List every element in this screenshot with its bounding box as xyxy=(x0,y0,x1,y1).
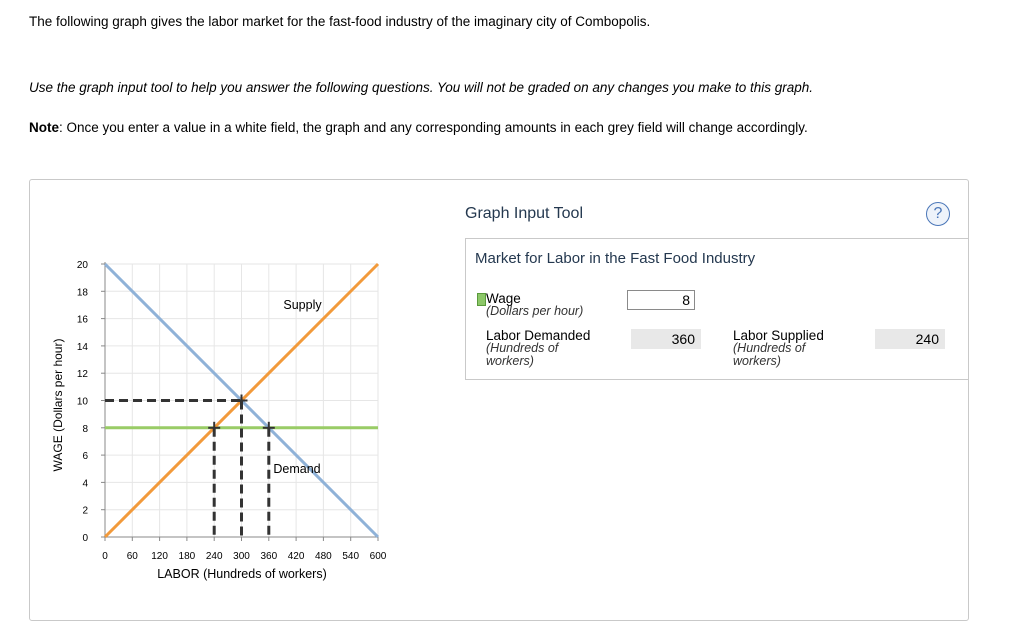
y-tick-label: 2 xyxy=(82,505,88,517)
y-tick-label: 16 xyxy=(76,314,88,326)
wage-unit: (Dollars per hour) xyxy=(486,304,584,318)
x-tick-label: 240 xyxy=(205,551,223,562)
y-tick-label: 10 xyxy=(76,396,88,408)
labor-supplied-value: 240 xyxy=(875,329,945,349)
y-tick-label: 12 xyxy=(76,369,88,381)
wage-swatch-icon xyxy=(477,293,486,306)
labor-supplied-label: Labor Supplied xyxy=(733,328,824,343)
labor-demanded-value: 360 xyxy=(631,329,701,349)
x-tick-label: 300 xyxy=(233,551,250,562)
tool-subtitle: Market for Labor in the Fast Food Industry xyxy=(475,250,756,267)
help-icon[interactable]: ? xyxy=(926,202,950,226)
labor-supplied-unit-line1: (Hundreds of xyxy=(733,341,806,355)
y-tick-label: 14 xyxy=(76,341,88,353)
x-tick-label: 60 xyxy=(126,551,138,562)
y-tick-label: 0 xyxy=(82,533,88,544)
y-tick-label: 6 xyxy=(82,451,88,463)
labor-supplied-unit-line2: workers) xyxy=(733,354,781,368)
wage-label: Wage xyxy=(486,291,521,306)
supply-curve-label: Supply xyxy=(283,297,322,312)
y-tick-label: 20 xyxy=(76,260,88,271)
x-tick-label: 420 xyxy=(287,551,305,562)
intro-text: The following graph gives the labor market for the fast-food industry of the imaginary city of Combopolis. xyxy=(29,14,651,29)
labor-demanded-label: Labor Demanded xyxy=(486,328,591,343)
x-axis-label: LABOR (Hundreds of workers) xyxy=(157,567,327,581)
note-body: : Once you enter a value in a white field, the graph and any corresponding amounts in each grey field will change accordingly. xyxy=(59,120,808,135)
x-tick-label: 480 xyxy=(315,551,332,562)
x-tick-label: 600 xyxy=(369,551,387,562)
labor-demanded-unit-line1: (Hundreds of xyxy=(486,341,559,355)
graph-input-tool-title: Graph Input Tool xyxy=(465,205,584,222)
labor-demanded-unit-line2: workers) xyxy=(486,354,534,368)
y-axis-label: WAGE (Dollars per hour) xyxy=(51,338,65,472)
x-tick-label: 0 xyxy=(102,551,108,562)
demand-curve-label: Demand xyxy=(273,461,321,476)
x-tick-label: 180 xyxy=(178,551,196,562)
y-tick-label: 8 xyxy=(82,423,88,435)
wage-input[interactable] xyxy=(627,290,695,310)
y-tick-label: 4 xyxy=(82,478,88,490)
x-tick-label: 360 xyxy=(260,551,278,562)
instructions-text: Use the graph input tool to help you answer the following questions. You will not be graded on any changes you make to this graph. xyxy=(29,80,814,95)
x-tick-label: 540 xyxy=(342,551,360,562)
note-label: Note xyxy=(29,120,59,135)
x-tick-label: 120 xyxy=(151,551,168,562)
y-tick-label: 18 xyxy=(76,287,88,299)
